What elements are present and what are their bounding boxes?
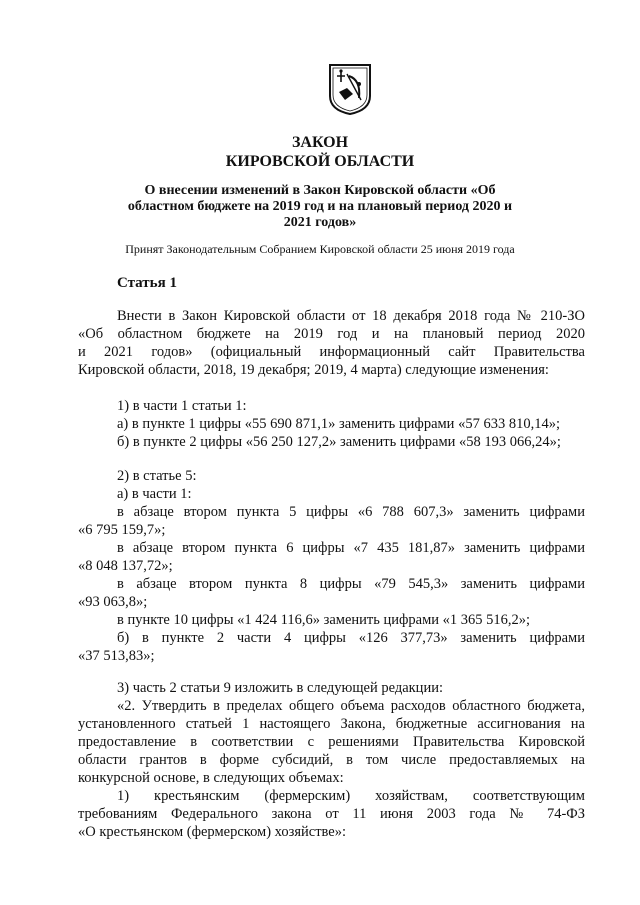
body-line: предоставление в соответствии с решениями Правительства Кировской bbox=[78, 734, 585, 750]
law-title: ЗАКОН bbox=[291, 134, 349, 151]
body-line: 3) часть 2 статьи 9 изложить в следующей редакции: bbox=[117, 680, 443, 696]
body-line: 1) крестьянским (фермерским) хозяйствам, соответствующим bbox=[117, 788, 585, 804]
body-line: в абзаце втором пункта 8 цифры «79 545,3» заменить цифрами bbox=[117, 576, 585, 592]
body-line: конкурсной основе, в следующих объемах: bbox=[78, 770, 344, 786]
body-line: в абзаце втором пункта 6 цифры «7 435 181,87» заменить цифрами bbox=[117, 540, 585, 556]
law-subtitle: О внесении изменений в Закон Кировской области «Об областном бюджете на 2019 год и на плановый период 2020 и 2021 годов» bbox=[127, 183, 513, 230]
adoption-note: Принят Законодательным Собранием Кировской области 25 июня 2019 года bbox=[125, 242, 515, 256]
body-line: «93 063,8»; bbox=[78, 594, 148, 610]
body-line: «О крестьянском (фермерском) хозяйстве»: bbox=[78, 824, 347, 840]
body-line: «8 048 137,72»; bbox=[78, 558, 173, 574]
body-line: в абзаце втором пункта 5 цифры «6 788 607,3» заменить цифрами bbox=[117, 504, 585, 520]
body-line: 2) в статье 5: bbox=[117, 468, 197, 484]
body-line: требованиям Федерального закона от 11 июня 2003 года № 74-ФЗ bbox=[78, 806, 585, 822]
body-line: в пункте 10 цифры «1 424 116,6» заменить цифрами «1 365 516,2»; bbox=[117, 612, 531, 628]
body-line: «37 513,83»; bbox=[78, 648, 155, 664]
body-line: а) в пункте 1 цифры «55 690 871,1» заменить цифрами «57 633 810,14»; bbox=[117, 416, 560, 432]
coat-of-arms-icon bbox=[327, 62, 373, 116]
body-line: б) в пункте 2 части 4 цифры «126 377,73» заменить цифрами bbox=[117, 630, 585, 646]
body-line: 1) в части 1 статьи 1: bbox=[117, 398, 247, 414]
body-line: «2. Утвердить в пределах общего объема расходов областного бюджета, bbox=[117, 698, 585, 714]
body-line: Кировской области, 2018, 19 декабря; 2019, 4 марта) следующие изменения: bbox=[78, 362, 549, 378]
law-region: КИРОВСКОЙ ОБЛАСТИ bbox=[225, 153, 415, 170]
body-line: установленного статьей 1 настоящего Закона, бюджетные ассигнования на bbox=[78, 716, 585, 732]
body-line: а) в части 1: bbox=[117, 486, 192, 502]
body-line: «Об областном бюджете на 2019 год и на плановый период 2020 bbox=[78, 326, 585, 342]
body-line: Внести в Закон Кировской области от 18 декабря 2018 года № 210-ЗО bbox=[117, 308, 585, 324]
body-line: «6 795 159,7»; bbox=[78, 522, 166, 538]
article-heading: Статья 1 bbox=[117, 275, 177, 291]
body-line: области грантов в форме субсидий, в том числе предоставляемых на bbox=[78, 752, 585, 768]
body-line: б) в пункте 2 цифры «56 250 127,2» заменить цифрами «58 193 066,24»; bbox=[117, 434, 561, 450]
body-line: и 2021 годов» (официальный информационный сайт Правительства bbox=[78, 344, 585, 360]
